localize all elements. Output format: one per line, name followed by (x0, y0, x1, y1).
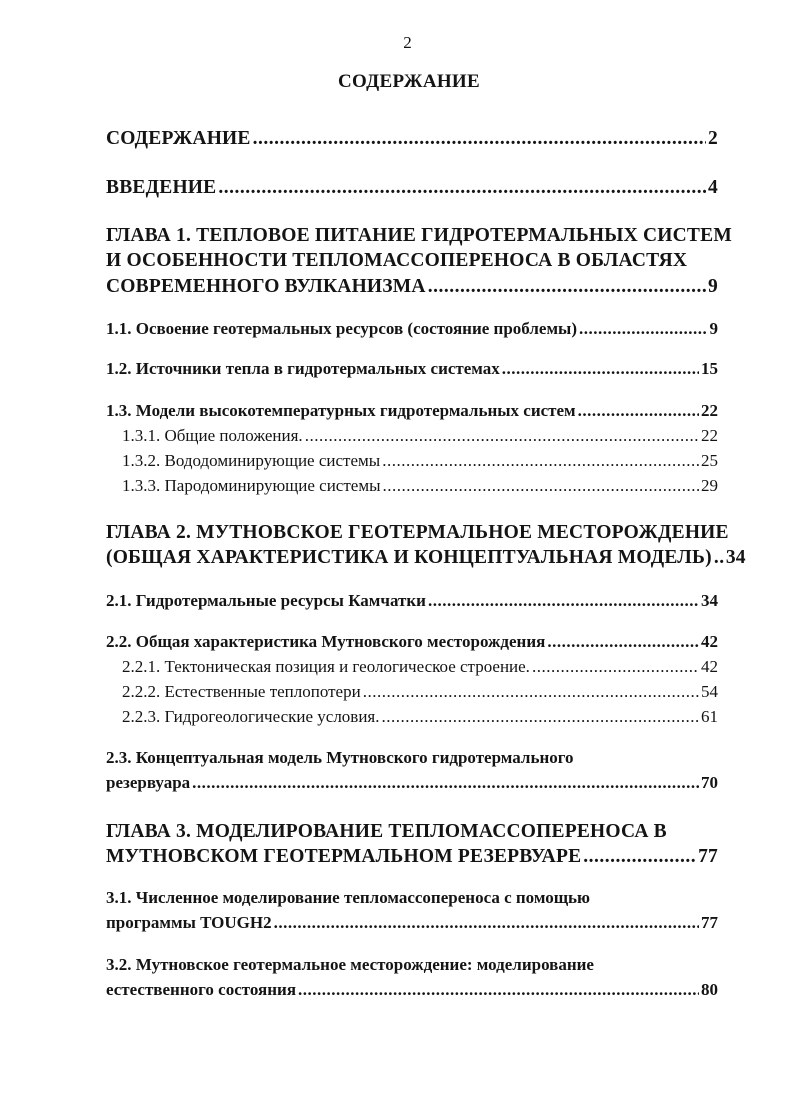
toc-entry-2-2-2[interactable] (122, 683, 718, 700)
toc-entry-chapter-3[interactable] (106, 847, 718, 867)
toc-entry-1-3[interactable] (106, 402, 718, 419)
toc-entry-2-2-1[interactable] (122, 658, 718, 675)
toc-entry-label: естественного состояния (106, 980, 297, 999)
toc-entry-label: программы TOUGH2 (106, 913, 272, 932)
toc-entry-label: СОДЕРЖАНИЕ (106, 128, 251, 149)
toc-entry-page: 61 (701, 707, 718, 726)
toc-entry-page: 25 (701, 451, 718, 470)
dot-leader (547, 633, 699, 650)
toc-entry-page: 42 (701, 657, 718, 676)
dot-leader (305, 427, 699, 444)
dot-leader (298, 981, 699, 998)
toc-entry-page: 9 (708, 276, 718, 297)
toc-entry-page: 34 (725, 547, 746, 568)
toc-chapter-3-line-1[interactable]: ГЛАВА 3. МОДЕЛИРОВАНИЕ ТЕПЛОМАССОПЕРЕНОСА В (106, 821, 667, 842)
dot-leader (382, 452, 699, 469)
toc-entry-2-2[interactable] (106, 633, 718, 650)
toc-entry-label: 1.3.2. Вододоминирующие системы (122, 451, 381, 470)
toc-entry-label: 2.2.1. Тектоническая позиция и геологическое строение. (122, 657, 530, 676)
dot-leader (714, 548, 724, 568)
toc-entry-page: 29 (701, 476, 718, 495)
toc-entry-label: 1.3.3. Пародоминирующие системы (122, 476, 381, 495)
toc-entry-1-3-3[interactable] (122, 477, 718, 494)
toc-entry-page: 70 (701, 773, 718, 792)
toc-entry-3-1-line-1[interactable]: 3.1. Численное моделирование тепломассопереноса с помощью (106, 888, 591, 907)
dot-leader (382, 708, 700, 725)
toc-entry-page: 34 (701, 591, 718, 610)
dot-leader (532, 658, 699, 675)
toc-entry-1-3-2[interactable] (122, 452, 718, 469)
toc-entry-label: 2.2.2. Естественные теплопотери (122, 682, 361, 701)
toc-entry-2-1[interactable] (106, 592, 718, 609)
page-number: 2 (403, 33, 412, 52)
toc-entry-1-1[interactable] (106, 320, 718, 337)
toc-entry-page: 42 (701, 632, 718, 651)
toc-entry-page: 54 (701, 682, 718, 701)
toc-entry-2-3[interactable] (106, 774, 718, 791)
toc-entry-label: МУТНОВСКОМ ГЕОТЕРМАЛЬНОМ РЕЗЕРВУАРЕ (106, 846, 582, 867)
dot-leader (253, 129, 706, 149)
toc-entry-page: 77 (698, 846, 718, 867)
toc-entry-page: 80 (701, 980, 718, 999)
toc-entry-label: 1.2. Источники тепла в гидротермальных системах (106, 359, 500, 378)
toc-entry-label: 1.3.1. Общие положения. (122, 426, 303, 445)
toc-entry-contents[interactable] (106, 129, 718, 149)
toc-entry-label: (ОБЩАЯ ХАРАКТЕРИСТИКА И КОНЦЕПТУАЛЬНАЯ МОДЕЛЬ) (106, 547, 712, 568)
toc-entry-2-3-line-1[interactable]: 2.3. Концептуальная модель Мутновского гидротермального (106, 748, 574, 767)
dot-leader (383, 477, 699, 494)
dot-leader (583, 847, 696, 867)
toc-chapter-1-line-2[interactable]: И ОСОБЕННОСТИ ТЕПЛОМАССОПЕРЕНОСА В ОБЛАСТЯХ (106, 250, 688, 271)
toc-entry-3-2-line-1[interactable]: 3.2. Мутновское геотермальное месторождение: моделирование (106, 955, 594, 974)
toc-entry-chapter-1[interactable] (106, 277, 718, 297)
toc-entry-page: 22 (701, 426, 718, 445)
toc-entry-page: 9 (709, 319, 718, 338)
toc-chapter-2-line-1[interactable]: ГЛАВА 2. МУТНОВСКОЕ ГЕОТЕРМАЛЬНОЕ МЕСТОРОЖДЕНИЕ (106, 522, 729, 543)
toc-entry-page: 22 (701, 401, 718, 420)
dot-leader (274, 914, 699, 931)
toc-entry-1-3-1[interactable] (122, 427, 718, 444)
toc-entry-label: резервуара (106, 773, 191, 792)
toc-entry-page: 77 (701, 913, 718, 932)
toc-entry-3-2[interactable] (106, 981, 718, 998)
toc-entry-chapter-2[interactable] (106, 547, 746, 568)
dot-leader (428, 277, 706, 297)
toc-entry-1-2[interactable] (106, 360, 718, 377)
dot-leader (579, 320, 708, 337)
dot-leader (218, 178, 706, 198)
toc-entry-label: 2.2.3. Гидрогеологические условия. (122, 707, 380, 726)
toc-entry-label: 2.1. Гидротермальные ресурсы Камчатки (106, 591, 426, 610)
toc-entry-label: ВВЕДЕНИЕ (106, 177, 217, 198)
dot-leader (578, 402, 699, 419)
toc-entry-label: 1.1. Освоение геотермальных ресурсов (состояние проблемы) (106, 319, 577, 338)
page-title: СОДЕРЖАНИЕ (338, 71, 480, 92)
toc-entry-label: СОВРЕМЕННОГО ВУЛКАНИЗМА (106, 276, 426, 297)
dot-leader (502, 360, 699, 377)
dot-leader (363, 683, 699, 700)
toc-entry-page: 15 (701, 359, 718, 378)
toc-entry-label: 1.3. Модели высокотемпературных гидротермальных систем (106, 401, 576, 420)
toc-entry-label: 2.2. Общая характеристика Мутновского месторождения (106, 632, 546, 651)
toc-entry-3-1[interactable] (106, 914, 718, 931)
dot-leader (428, 592, 699, 609)
toc-entry-page: 2 (708, 128, 718, 149)
toc-entry-introduction[interactable] (106, 178, 718, 198)
dot-leader (192, 774, 699, 791)
toc-chapter-1-line-1[interactable]: ГЛАВА 1. ТЕПЛОВОЕ ПИТАНИЕ ГИДРОТЕРМАЛЬНЫХ СИСТЕМ (106, 225, 732, 246)
toc-entry-page: 4 (708, 177, 718, 198)
toc-entry-2-2-3[interactable] (122, 708, 718, 725)
